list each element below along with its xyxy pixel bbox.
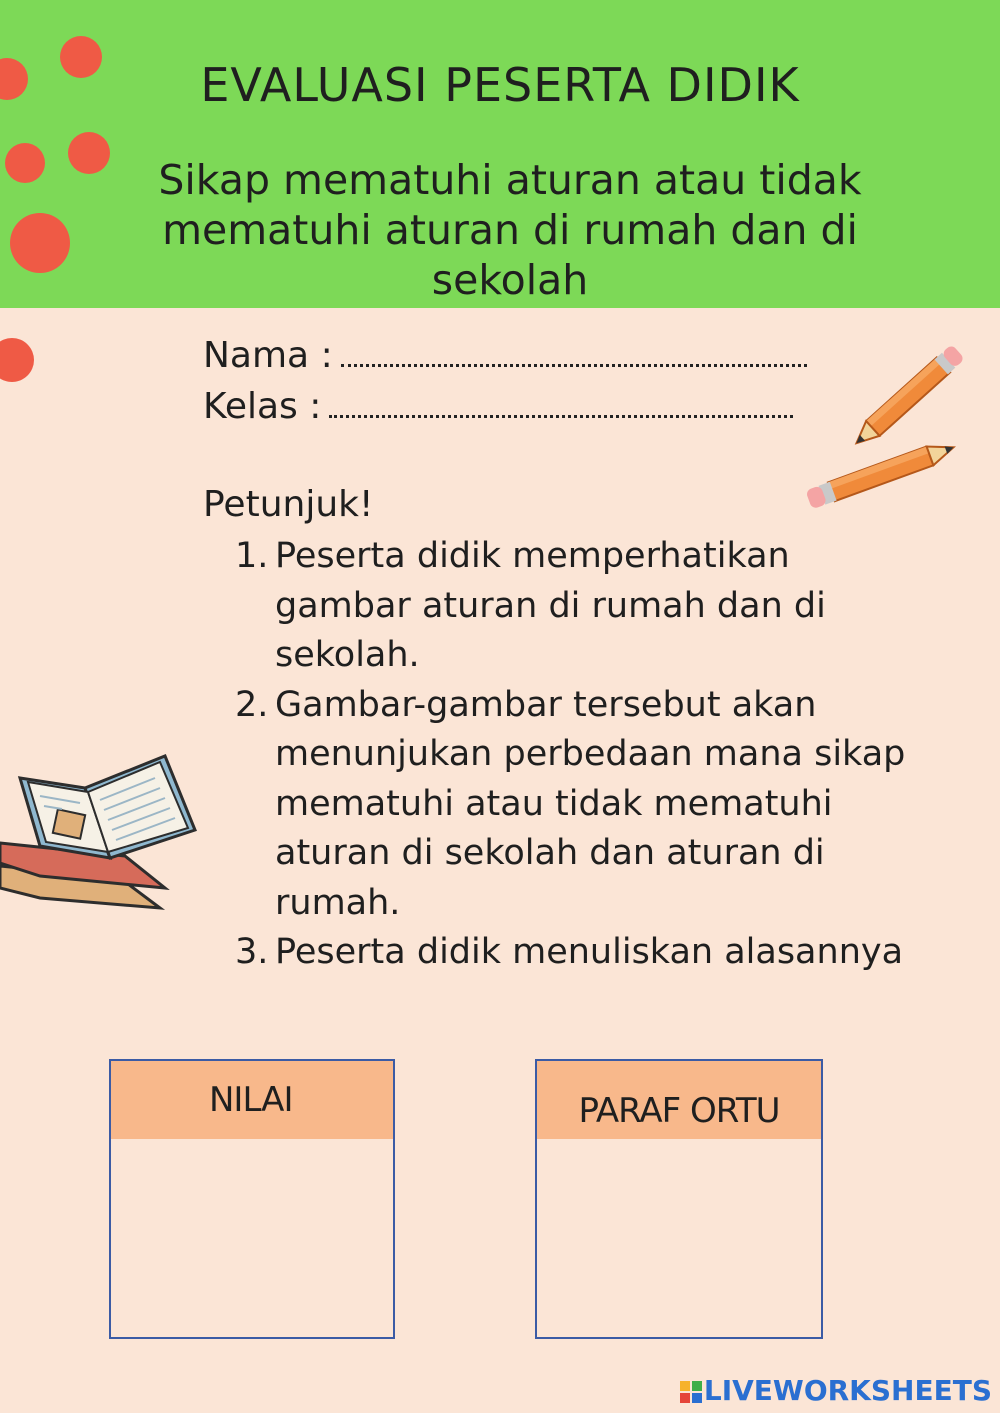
step-text: Peserta didik memperhatikan gambar aturan di rumah dan di sekolah. xyxy=(275,536,826,675)
class-input-line[interactable] xyxy=(329,413,793,418)
page-subtitle xyxy=(110,155,910,305)
name-label: Nama : xyxy=(203,335,333,376)
step-number: 1. xyxy=(235,536,269,576)
score-box[interactable] xyxy=(109,1059,395,1339)
parent-signature-box[interactable] xyxy=(535,1059,823,1339)
step-text: Gambar-gambar tersebut akan menunjukan perbedaan mana sikap mematuhi atau tidak mematuhi aturan di sekolah dan aturan di rumah. xyxy=(275,684,906,923)
instructions-heading: Petunjuk! xyxy=(203,484,374,525)
list-item xyxy=(235,928,935,978)
brand-name: LIVEWORKSHEETS xyxy=(703,1374,992,1407)
list-item xyxy=(235,681,935,929)
page-title: EVALUASI PESERTA DIDIK xyxy=(200,58,800,112)
name-field xyxy=(203,335,807,376)
parent-signature-label: PARAF ORTU xyxy=(537,1061,821,1139)
liveworksheets-logo-icon xyxy=(680,1381,702,1403)
step-number: 3. xyxy=(235,932,269,972)
class-field xyxy=(203,386,793,427)
score-box-label: NILAI xyxy=(111,1061,393,1139)
book-stack-icon xyxy=(0,748,210,923)
decorative-dot xyxy=(60,36,102,78)
decorative-dot xyxy=(5,143,45,183)
class-label: Kelas : xyxy=(203,386,322,427)
subtitle-line: mematuhi aturan di rumah dan di xyxy=(162,206,858,254)
decorative-dot xyxy=(10,213,70,273)
step-number: 2. xyxy=(235,684,269,725)
decorative-dot xyxy=(0,338,34,382)
subtitle-line: Sikap mematuhi aturan atau tidak xyxy=(158,156,862,204)
name-input-line[interactable] xyxy=(341,362,807,367)
subtitle-line: sekolah xyxy=(431,256,589,304)
list-item xyxy=(235,532,935,681)
brand-footer xyxy=(680,1374,992,1407)
decorative-dot xyxy=(68,132,110,174)
instructions-list xyxy=(235,532,935,978)
step-text: Peserta didik menuliskan alasannya xyxy=(275,932,904,972)
pencil-icon xyxy=(798,438,968,508)
